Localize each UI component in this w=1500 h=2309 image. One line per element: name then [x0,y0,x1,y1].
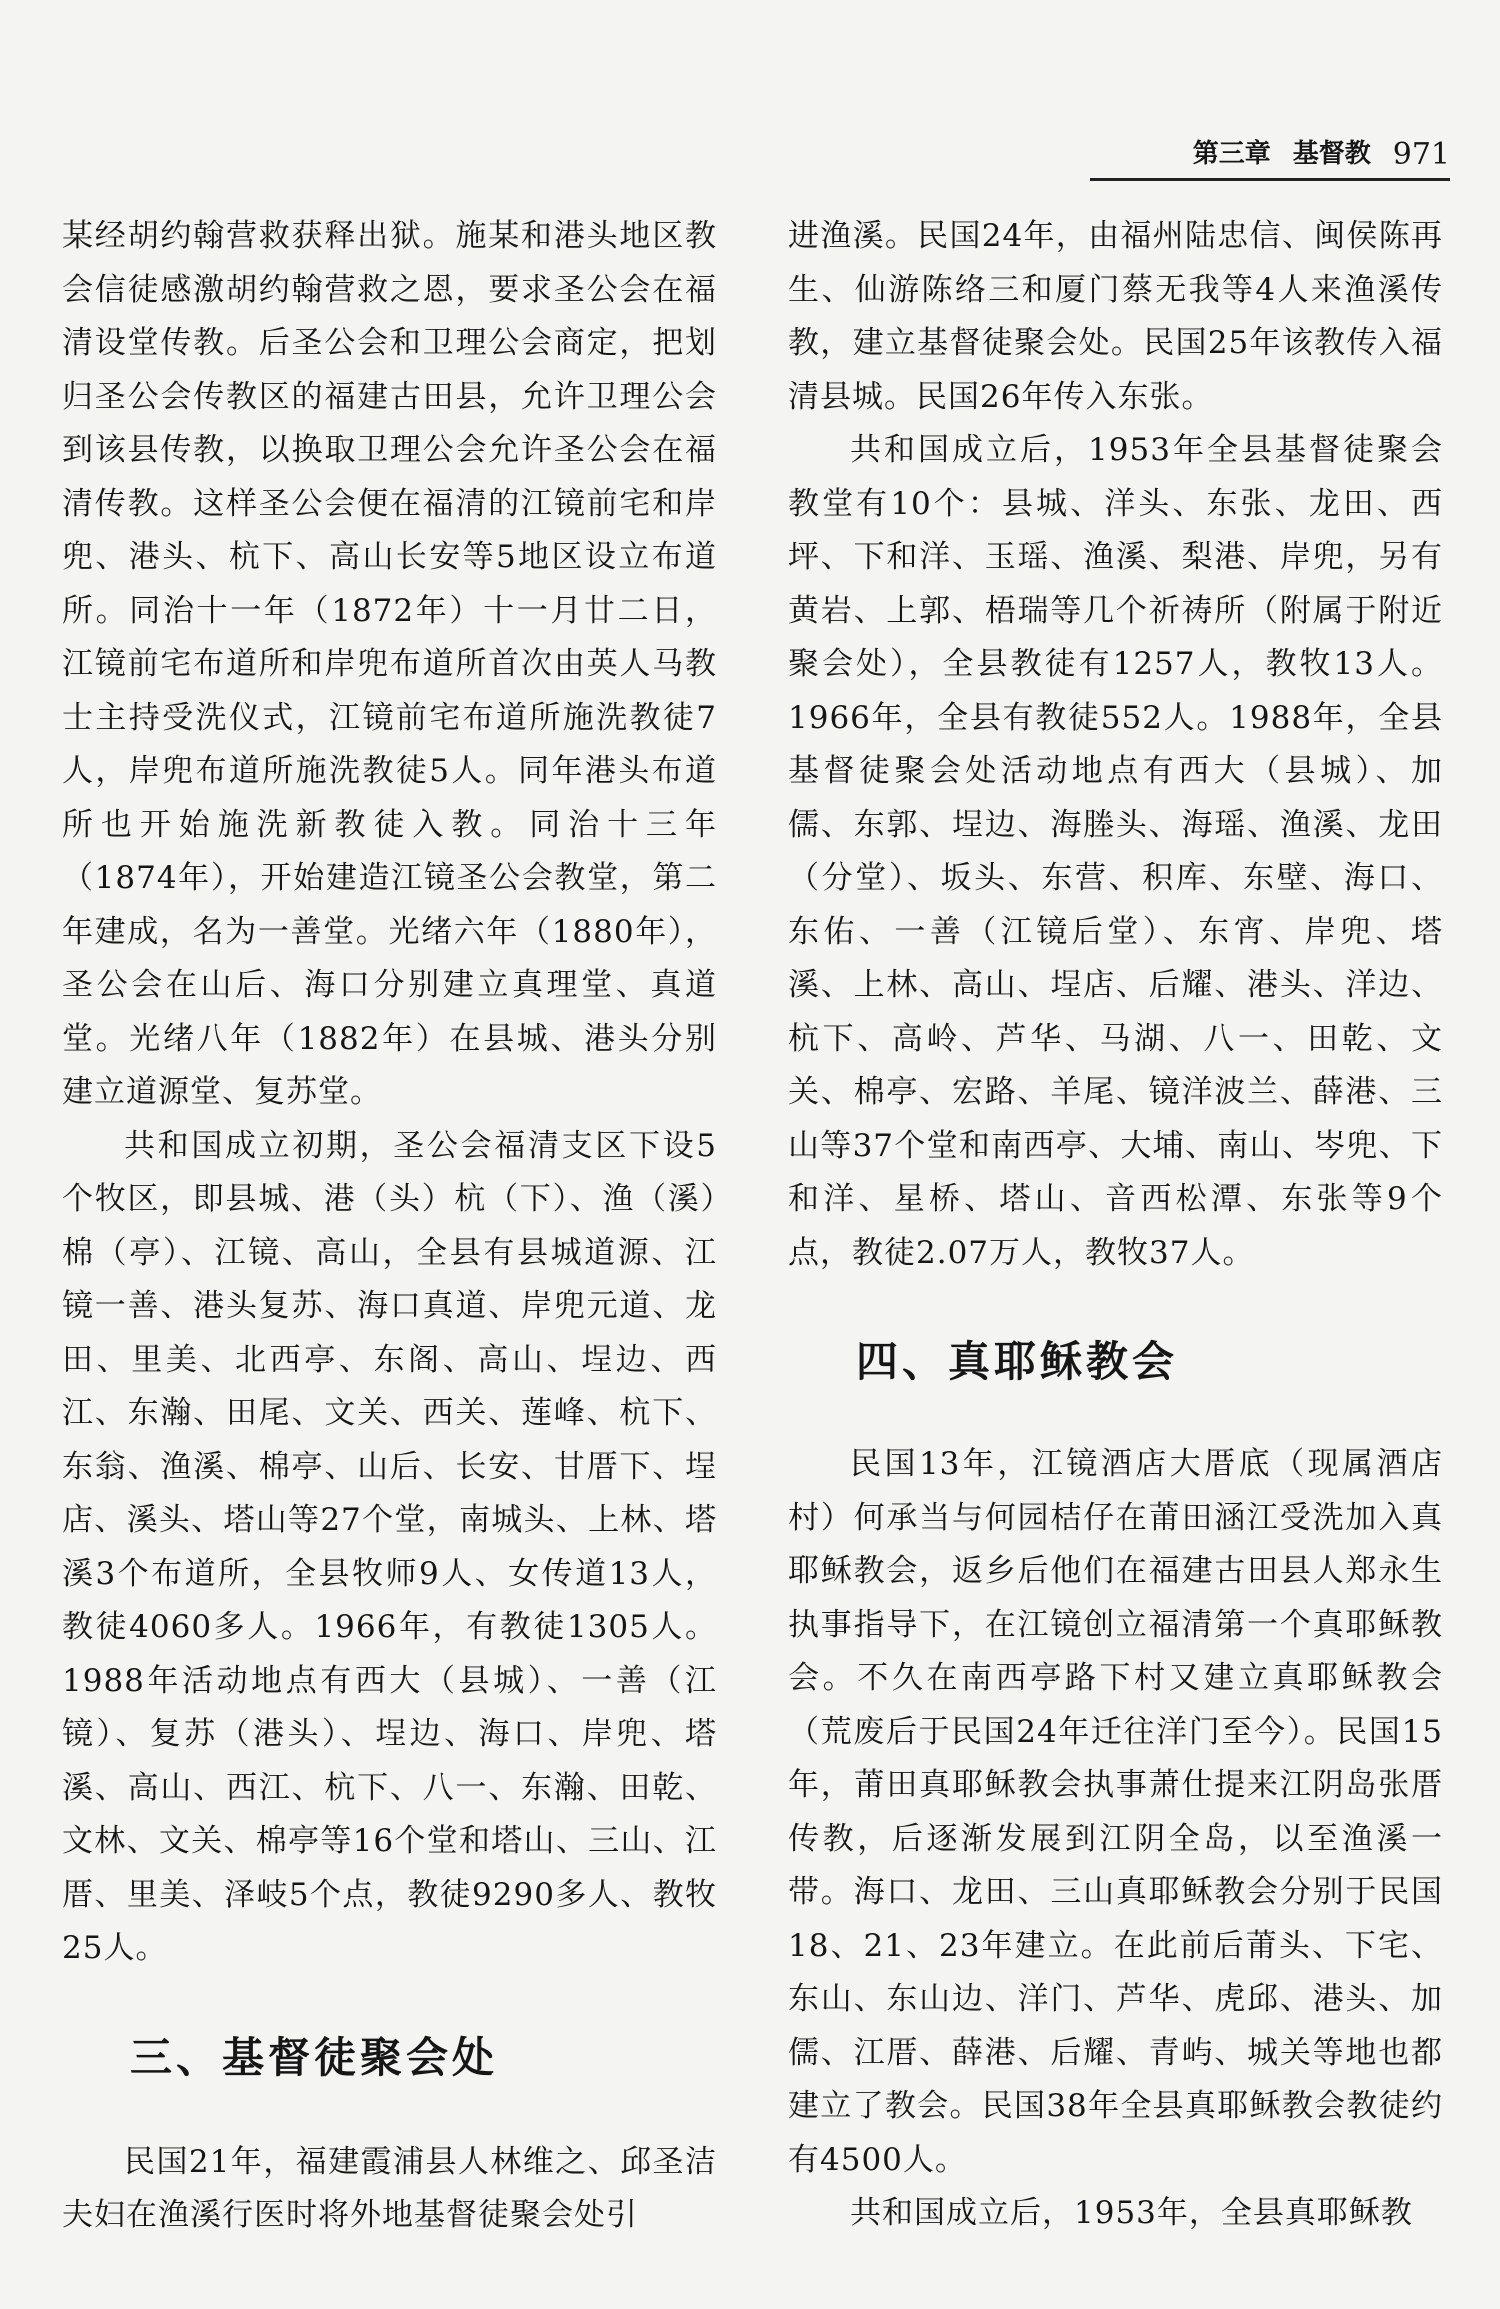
running-header [1090,122,1450,181]
left-column [62,210,717,2243]
paragraph: 共和国成立后，1953年全县基督徒聚会教堂有10个：县城、洋头、东张、龙田、西坪、下和洋、玉瑶、渔溪、梨港、岸兜，另有黄岩、上郭、梧瑞等几个祈祷所（附属于附近聚会处），全县教徒有1257人，教牧13人。1966年，全县有教徒552人。1988年，全县基督徒聚会处活动地点有西大（县城）、加儒、东郭、埕边、海塍头、海瑶、渔溪、龙田（分堂）、坂头、东营、积库、东壁、海口、东佑、一善（江镜后堂）、东宵、岸兜、塔溪、上林、高山、埕店、后耀、港头、洋边、杭下、高岭、芦华、马湖、八一、田乾、文关、棉亭、宏路、羊尾、镜洋波兰、薛港、三山等37个堂和南西亭、大埔、南山、岑兜、下和洋、星桥、塔山、音西松潭、东张等9个点，教徒2.07万人，教牧37人。 [788,432,1443,1271]
header-title: 基督教 [1292,139,1371,169]
section-heading: 三、基督徒聚会处 [130,2032,499,2082]
paragraph: 某经胡约翰营救获释出狱。施某和港头地区教会信徒感激胡约翰营救之恩，要求圣公会在福清设堂传教。后圣公会和卫理公会商定，把划归圣公会传教区的福建古田县，允许卫理公会到该县传教，以换取卫理公会允许圣公会在福清传教。这样圣公会便在福清的江镜前宅和岸兜、港头、杭下、高山长安等5地区设立布道所。同治十一年（1872年）十一月廿二日，江镜前宅布道所和岸兜布道所首次由英人马教士主持受洗仪式，江镜前宅布道所施洗教徒7人，岸兜布道所施洗教徒5人。同年港头布道所也开始施洗新教徒入教。同治十三年（1874年），开始建造江镜圣公会教堂，第二年建成，名为一善堂。光绪六年（1880年），圣公会在山后、海口分别建立真理堂、真道堂。光绪八年（1882年）在县城、港头分别建立道源堂、复苏堂。 [62,218,717,1110]
paragraph: 共和国成立后，1953年，全县真耶稣教 [850,2195,1413,2231]
paragraph: 民国21年，福建霞浦县人林维之、邱圣洁夫妇在渔溪行医时将外地基督徒聚会处引 [62,2143,717,2233]
page-number: 971 [1392,137,1450,172]
paragraph: 共和国成立初期，圣公会福清支区下设5个牧区，即县城、港（头）杭（下）、渔（溪）棉（亭）、江镜、高山，全县有县城道源、江镜一善、港头复苏、海口真道、岸兜元道、龙田、里美、北西亭、东阁、高山、埕边、西江、东瀚、田尾、文关、西关、莲峰、杭下、东翁、渔溪、棉亭、山后、长安、甘厝下、埕店、溪头、塔山等27个堂，南城头、上林、塔溪3个布道所，全县牧师9人、女传道13人，教徒4060多人。1966年，有教徒1305人。1988年活动地点有西大（县城）、一善（江镜）、复苏（港头）、埕边、海口、岸兜、塔溪、高山、西江、杭下、八一、东瀚、田乾、文林、文关、棉亭等16个堂和塔山、三山、江厝、里美、泽岐5个点，教徒9290多人、教牧25人。 [62,1127,717,1966]
right-column [788,210,1443,2241]
paragraph: 民国13年，江镜酒店大厝底（现属酒店村）何承当与何园桔仔在莆田涵江受洗加入真耶稣教会，返乡后他们在福建古田县人郑永生执事指导下，在江镜创立福清第一个真耶稣教会。不久在南西亭路下村又建立真耶稣教会（荒废后于民国24年迁往洋门至今）。民国15年，莆田真耶稣教会执事萧仕提来江阴岛张厝传教，后逐渐发展到江阴全岛，以至渔溪一带。海口、龙田、三山真耶稣教会分别于民国18、21、23年建立。在此前后莆头、下宅、东山、东山边、洋门、芦华、虎邱、港头、加儒、江厝、薛港、后耀、青屿、城关等地也都建立了教会。民国38年全县真耶稣教会教徒约有4500人。 [788,1446,1443,2178]
section-heading: 四、真耶稣教会 [856,1337,1179,1386]
header-chapter: 第三章 [1192,139,1271,169]
paragraph: 进渔溪。民国24年，由福州陆忠信、闽侯陈再生、仙游陈络三和厦门蔡无我等4人来渔溪传教，建立基督徒聚会处。民国25年该教传入福清县城。民国26年传入东张。 [788,218,1443,415]
